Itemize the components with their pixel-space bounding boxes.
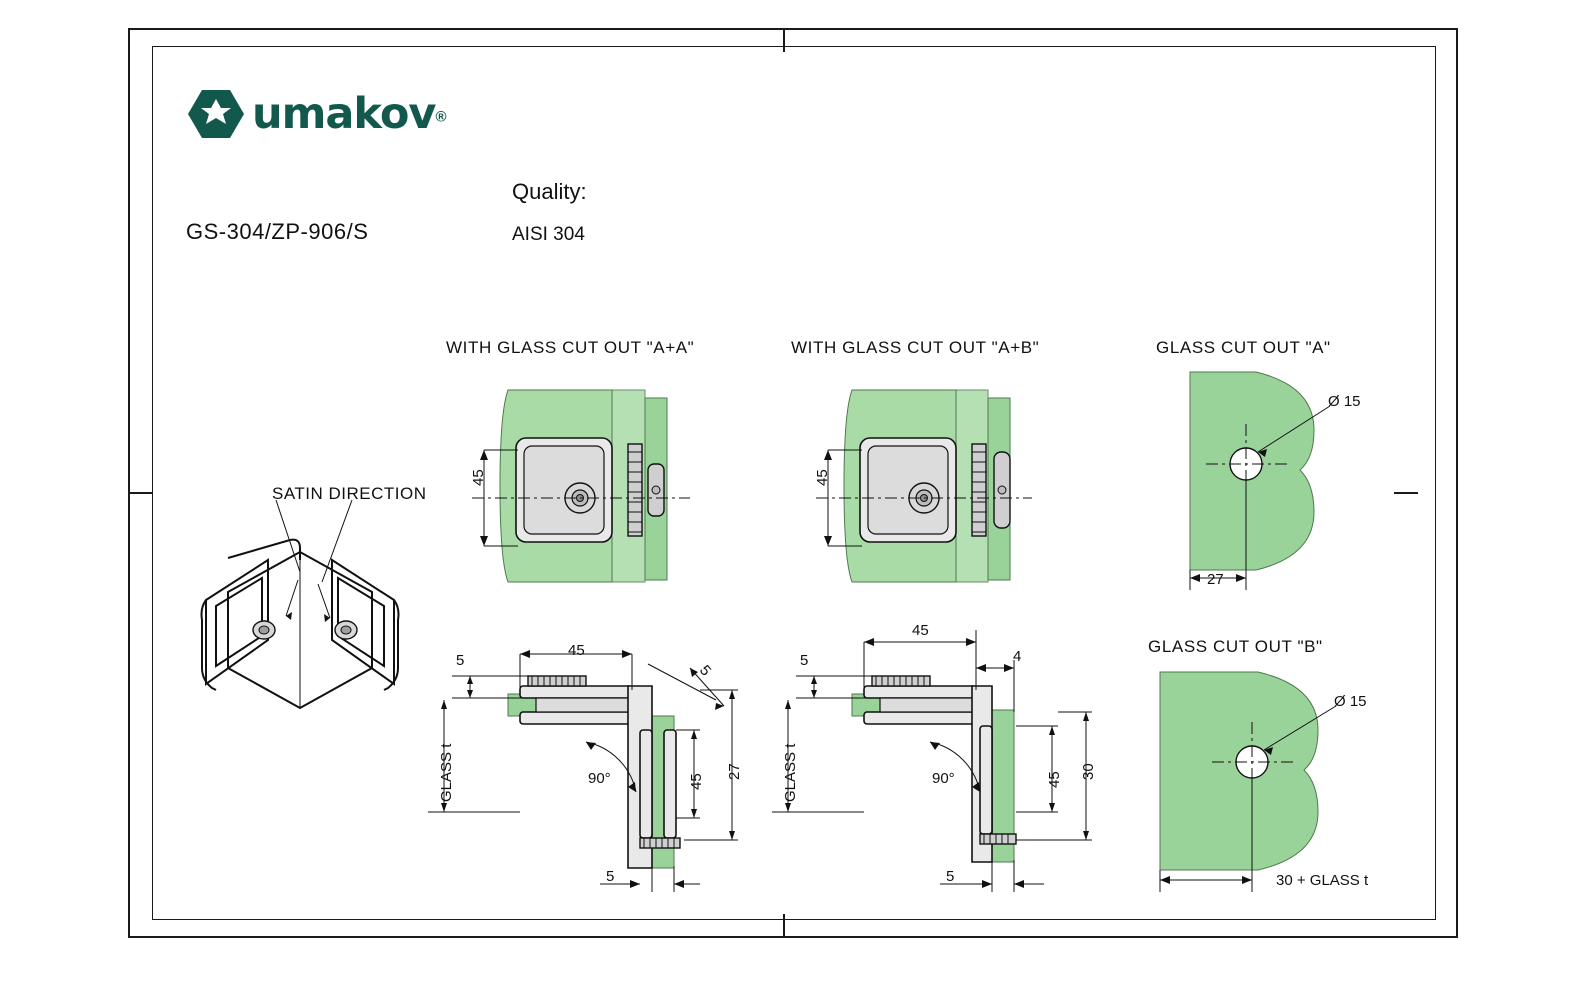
dim-ab-side-45-right: 45 — [1046, 771, 1063, 788]
title-with-glass-cut-out-aa: WITH GLASS CUT OUT "A+A" — [446, 338, 695, 357]
dim-aa-side-5-bottom: 5 — [606, 868, 615, 885]
label-satin-direction: SATIN DIRECTION — [272, 484, 427, 503]
product-code: GS-304/ZP-906/S — [186, 219, 369, 244]
dim-ab-side-angle: 90° — [932, 770, 955, 787]
dim-aa-side-27: 27 — [726, 763, 743, 780]
dim-cut-a-diameter: Ø 15 — [1328, 393, 1361, 410]
quality-label: Quality: — [512, 179, 587, 204]
dim-aa-front-45: 45 — [470, 469, 487, 486]
title-with-glass-cut-out-ab: WITH GLASS CUT OUT "A+B" — [791, 338, 1040, 357]
brand-wordmark: umakov — [252, 88, 436, 139]
registered-mark: ® — [435, 108, 447, 126]
dim-ab-side-45-top: 45 — [912, 622, 929, 639]
dim-aa-side-45-right: 45 — [688, 773, 705, 790]
dim-ab-front-45: 45 — [814, 469, 831, 486]
dim-ab-side-4: 4 — [1013, 648, 1022, 665]
title-glass-cut-out-a: GLASS CUT OUT "A" — [1156, 338, 1331, 357]
dim-aa-side-angle: 90° — [588, 770, 611, 787]
title-glass-cut-out-b: GLASS CUT OUT "B" — [1148, 637, 1323, 656]
dim-cut-b-width: 30 + GLASS t — [1276, 872, 1369, 889]
dim-ab-side-5-bottom: 5 — [946, 868, 955, 885]
dim-ab-side-5-top: 5 — [800, 652, 809, 669]
dim-cut-b-diameter: Ø 15 — [1334, 693, 1367, 710]
dim-aa-side-5-top: 5 — [456, 652, 465, 669]
dim-aa-side-5-diagonal: 5 — [695, 662, 715, 680]
dim-ab-side-glass-t: GLASS t — [782, 743, 799, 802]
quality-value: AISI 304 — [512, 224, 585, 245]
dim-cut-a-width: 27 — [1207, 571, 1224, 588]
dim-aa-side-45-top: 45 — [568, 642, 585, 659]
dim-aa-side-glass-t: GLASS t — [438, 743, 455, 802]
dim-ab-side-30: 30 — [1080, 763, 1097, 780]
